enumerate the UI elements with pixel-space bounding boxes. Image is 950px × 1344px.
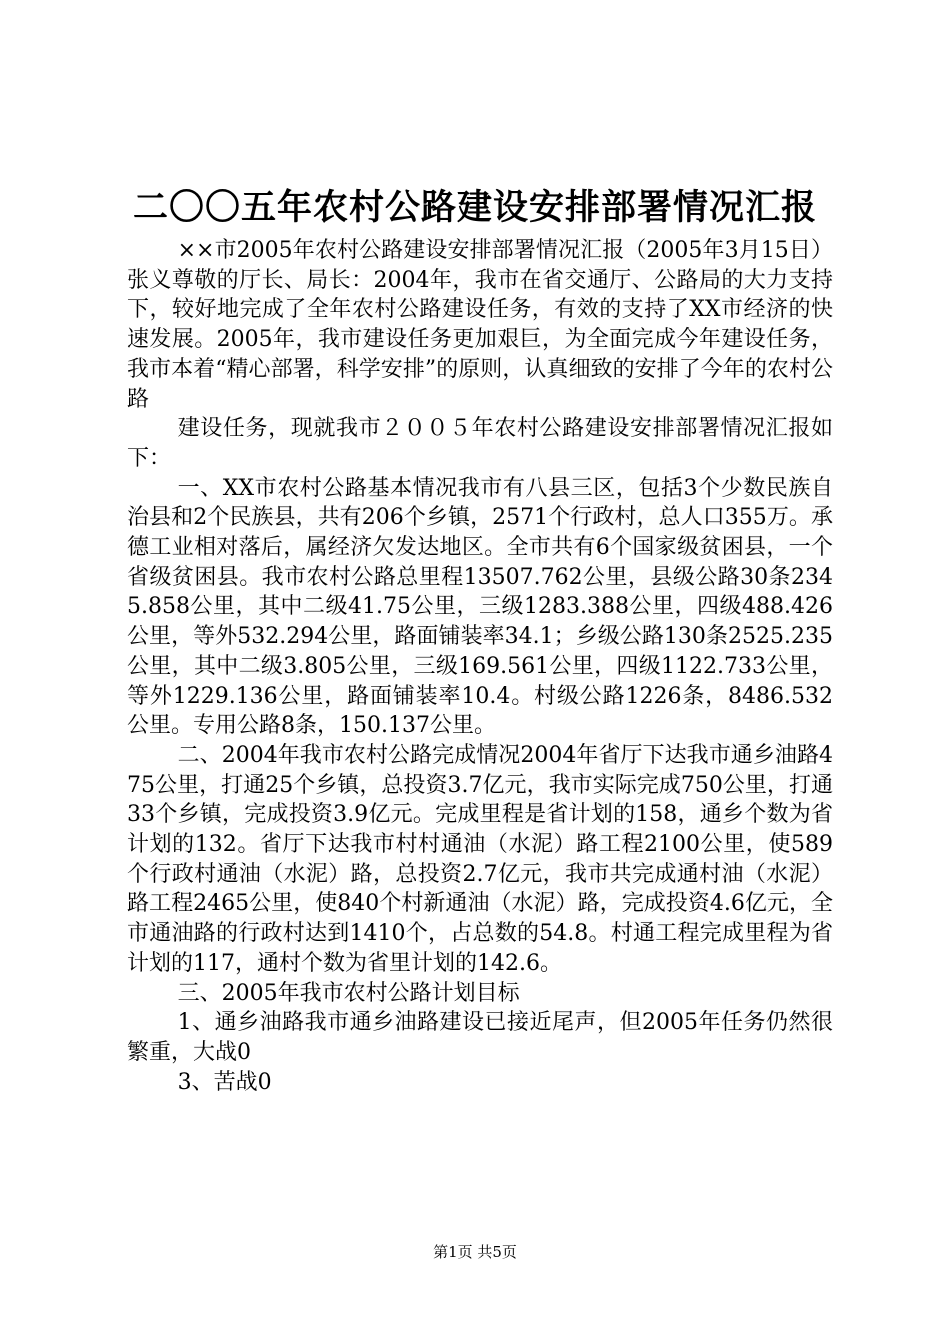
paragraph-intro: ××市2005年农村公路建设安排部署情况汇报（2005年3月15日）张义尊敬的厅长、局长：2004年，我市在省交通厅、公路局的大力支持下，较好地完成了全年农村公路建设任务，有效的支持了XX市经济的快速发展。2005年，我市建设任务更加艰巨，为全面完成今年建设任务，我市本着“精心部署，科学安排”的原则，认真细致的安排了今年的农村公路 — [127, 238, 833, 412]
paragraph-section-two: 二、2004年我市农村公路完成情况2004年省厅下达我市通乡油路475公里，打通25个乡镇，总投资3.7亿元，我市实际完成750公里，打通33个乡镇，完成投资3.9亿元。完成里程是省计划的158，通乡个数为省计划的132。省厅下达我市村村通油（水泥）路工程2100公里，使589个行政村通油（水泥）路，总投资2.7亿元，我市共完成通村油（水泥）路工程2465公里，使840个村新通油（水泥）路，完成投资4.6亿元，全市通油路的行政村达到1410个，占总数的54.8。村通工程完成里程为省计划的117，通村个数为省里计划的142.6。 — [127, 742, 833, 976]
paragraph-continuation: 建设任务，现就我市２００５年农村公路建设安排部署情况汇报如下： — [127, 416, 833, 471]
paragraph-section-three-heading: 三、2005年我市农村公路计划目标 — [177, 980, 520, 1006]
paragraph-section-one: 一、XX市农村公路基本情况我市有八县三区，包括3个少数民族自治县和2个民族县，共有206个乡镇，2571个行政村，总人口355万。承德工业相对落后，属经济欠发达地区。全市共有6个国家级贫困县，一个省级贫困县。我市农村公路总里程13507.762公里，县级公路30条2345.858公里，其中二级41.75公里，三级1283.388公里，四级488.426公里，等外532.294公里，路面铺装率34.1；乡级公路130条2525.235公里，其中二级3.805公里，三级169.561公里，四级1122.733公里，等外1229.136公里，路面铺装率10.4。村级公路1226条，8486.532公里。专用公路8条，150.137公里。 — [127, 475, 833, 739]
document-body — [127, 236, 833, 1097]
paragraph-item-three: 3、苦战0 — [177, 1069, 272, 1095]
document-title: 二〇〇五年农村公路建设安排部署情况汇报 — [132, 187, 817, 228]
paragraph-item-one: 1、通乡油路我市通乡油路建设已接近尾声，但2005年任务仍然很繁重，大战0 — [127, 1010, 833, 1065]
page-number-footer: 第1页 共5页 — [433, 1243, 517, 1261]
